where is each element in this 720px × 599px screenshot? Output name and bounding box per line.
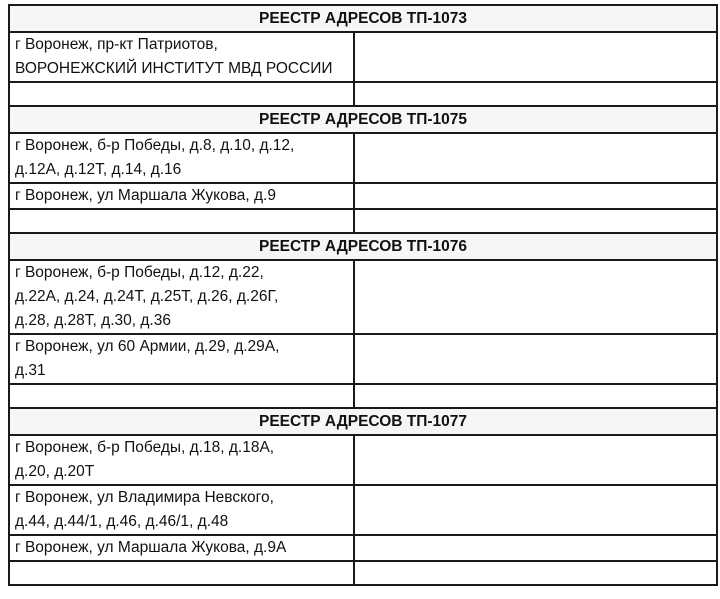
empty-row [9, 384, 717, 408]
address-cell [9, 133, 354, 183]
address-line: д.44, д.44/1, д.46, д.46/1, д.48 [15, 513, 229, 530]
address-line: г Воронеж, б-р Победы, д.12, д.22, [15, 264, 264, 281]
empty-cell [354, 384, 717, 408]
address-line: г Воронеж, ул 60 Армии, д.29, д.29А, [15, 338, 280, 355]
registry-body [9, 5, 717, 585]
empty-cell [9, 209, 354, 233]
address-line: д.12А, д.12Т, д.14, д.16 [15, 161, 182, 178]
address-line: г Воронеж, ул Владимира Невского, [15, 489, 274, 506]
address-row [9, 535, 717, 561]
address-row [9, 133, 717, 183]
section-header-row [9, 233, 717, 260]
address-row [9, 260, 717, 334]
empty-cell [354, 561, 717, 585]
address-row [9, 435, 717, 485]
section-title: РЕЕСТР АДРЕСОВ ТП-1073 [9, 5, 717, 32]
address-line: г Воронеж, ул Маршала Жукова, д.9А [15, 539, 287, 556]
value-cell [354, 133, 717, 183]
empty-row [9, 561, 717, 585]
empty-row [9, 209, 717, 233]
address-line: г Воронеж, пр-кт Патриотов, [15, 36, 218, 53]
value-cell [354, 334, 717, 384]
address-line: д.31 [15, 362, 46, 379]
empty-row [9, 82, 717, 106]
address-line: д.20, д.20Т [15, 463, 95, 480]
address-line: г Воронеж, б-р Победы, д.8, д.10, д.12, [15, 137, 295, 154]
address-cell [9, 32, 354, 82]
address-cell [9, 334, 354, 384]
section-header-row [9, 5, 717, 32]
address-line: г Воронеж, ул Маршала Жукова, д.9 [15, 187, 276, 204]
section-header-row [9, 408, 717, 435]
address-line: ВОРОНЕЖСКИЙ ИНСТИТУТ МВД РОССИИ [15, 60, 333, 77]
value-cell [354, 535, 717, 561]
address-row [9, 334, 717, 384]
value-cell [354, 435, 717, 485]
empty-cell [354, 209, 717, 233]
address-line: г Воронеж, б-р Победы, д.18, д.18А, [15, 439, 275, 456]
address-line: д.28, д.28Т, д.30, д.36 [15, 312, 171, 329]
value-cell [354, 485, 717, 535]
empty-cell [9, 384, 354, 408]
section-title: РЕЕСТР АДРЕСОВ ТП-1075 [9, 106, 717, 133]
empty-cell [9, 82, 354, 106]
value-cell [354, 260, 717, 334]
empty-cell [354, 82, 717, 106]
value-cell [354, 183, 717, 209]
address-cell [9, 535, 354, 561]
address-cell [9, 260, 354, 334]
value-cell [354, 32, 717, 82]
address-cell [9, 485, 354, 535]
section-title: РЕЕСТР АДРЕСОВ ТП-1077 [9, 408, 717, 435]
address-cell [9, 435, 354, 485]
address-row [9, 183, 717, 209]
empty-cell [9, 561, 354, 585]
section-title: РЕЕСТР АДРЕСОВ ТП-1076 [9, 233, 717, 260]
address-line: д.22А, д.24, д.24Т, д.25Т, д.26, д.26Г, [15, 288, 279, 305]
address-row [9, 485, 717, 535]
section-header-row [9, 106, 717, 133]
address-registry-table [8, 4, 718, 586]
address-row [9, 32, 717, 82]
address-cell [9, 183, 354, 209]
